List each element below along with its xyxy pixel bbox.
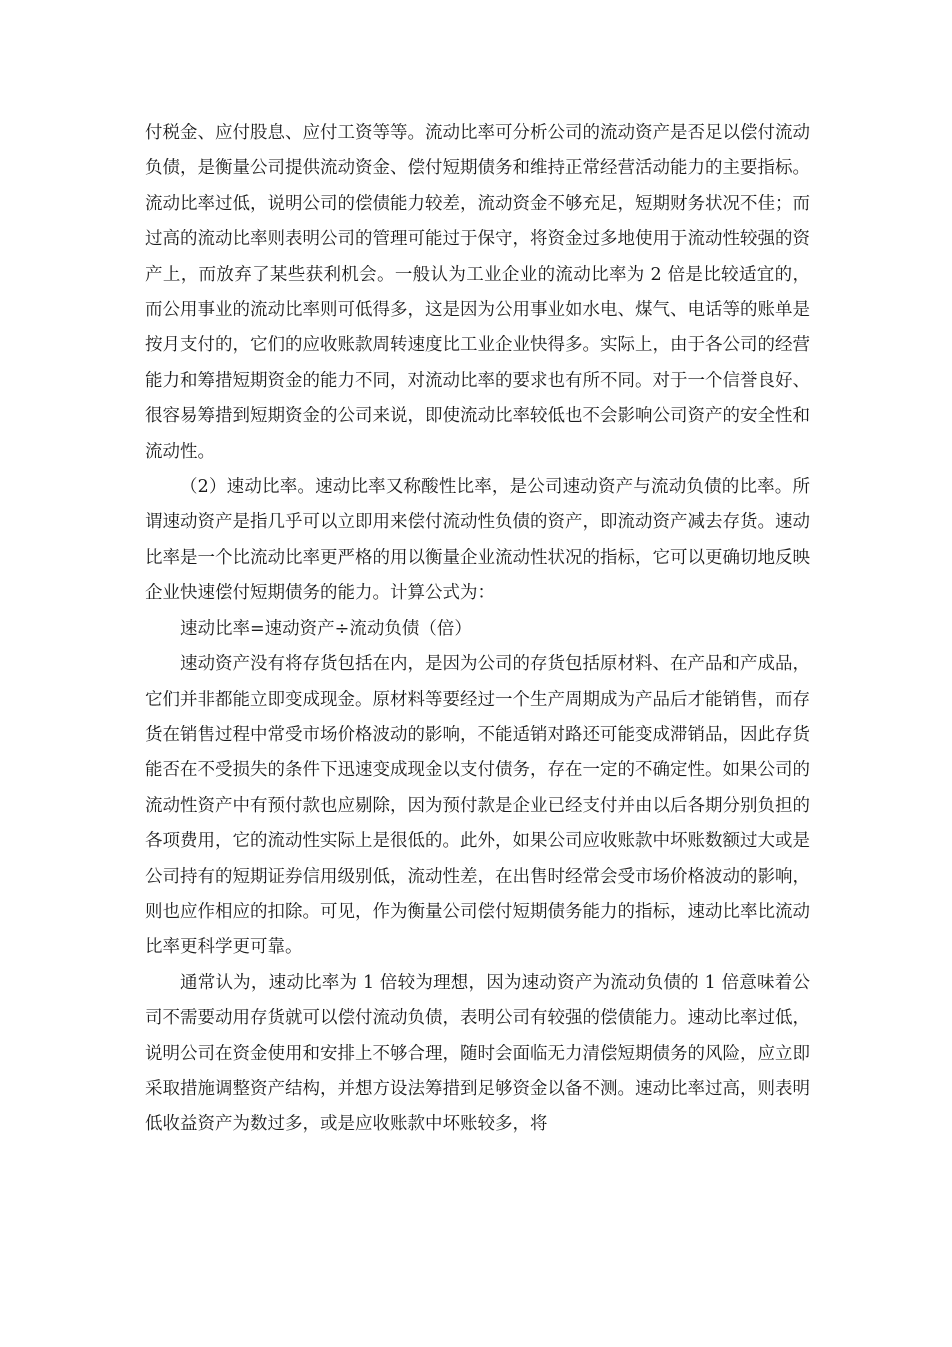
paragraph-current-ratio-continued: 付税金、应付股息、应付工资等等。流动比率可分析公司的流动资产是否足以偿付流动负债，是衡量公司提供流动资金、偿付短期债务和维持正常经营活动能力的主要指标。流动比率过低，说明公司的偿债能力较差，流动资金不够充足，短期财务状况不佳；而过高的流动比率则表明公司的管理可能过于保守，将资金过多地使用于流动性较强的资产上，而放弃了某些获利机会。一般认为工业企业的流动比率为 2 倍是比较适宜的，而公用事业的流动比率则可低得多，这是因为公用事业如水电、煤气、电话等的账单是按月支付的，它们的应收账款周转速度比工业企业快得多。实际上，由于各公司的经营能力和筹措短期资金的能力不同，对流动比率的要求也有所不同。对于一个信誉良好、很容易筹措到短期资金的公司来说，即使流动比率较低也不会影响公司资产的安全性和流动性。 — [145, 123, 810, 462]
paragraph-quick-ratio-definition: （2）速动比率。速动比率又称酸性比率，是公司速动资产与流动负债的比率。所谓速动资产是指几乎可以立即用来偿付流动性负债的资产，即流动资产减去存货。速动比率是一个比流动比率更严格的用以衡量企业流动性状况的指标，它可以更确切地反映企业快速偿付短期债务的能力。计算公式为： — [145, 477, 810, 604]
body-text — [145, 116, 810, 1143]
quick-ratio-formula: 速动比率=速动资产÷流动负债（倍） — [180, 618, 472, 639]
paragraph-quick-assets-explanation: 速动资产没有将存货包括在内，是因为公司的存货包括原材料、在产品和产成品，它们并非都能立即变成现金。原材料等要经过一个生产周期成为产品后才能销售，而存货在销售过程中常受市场价格波动的影响，不能适销对路还可能变成滞销品，因此存货能否在不受损失的条件下迅速变成现金以支付债务，存在一定的不确定性。如果公司的流动性资产中有预付款也应剔除，因为预付款是企业已经支付并由以后各期分别负担的各项费用，它的流动性实际上是很低的。此外，如果公司应收账款中坏账数额过大或是公司持有的短期证券信用级别低，流动性差，在出售时经常会受市场价格波动的影响，则也应作相应的扣除。可见，作为衡量公司偿付短期债务能力的指标，速动比率比流动比率更科学更可靠。 — [145, 654, 810, 958]
paragraph-quick-ratio-interpretation: 通常认为，速动比率为 1 倍较为理想，因为速动资产为流动负债的 1 倍意味着公司不需要动用存货就可以偿付流动负债，表明公司有较强的偿债能力。速动比率过低，说明公司在资金使用和安排上不够合理，随时会面临无力清偿短期债务的风险，应立即采取措施调整资产结构，并想方设法筹措到足够资金以备不测。速动比率过高，则表明低收益资产为数过多，或是应收账款中坏账较多，将 — [145, 972, 810, 1135]
